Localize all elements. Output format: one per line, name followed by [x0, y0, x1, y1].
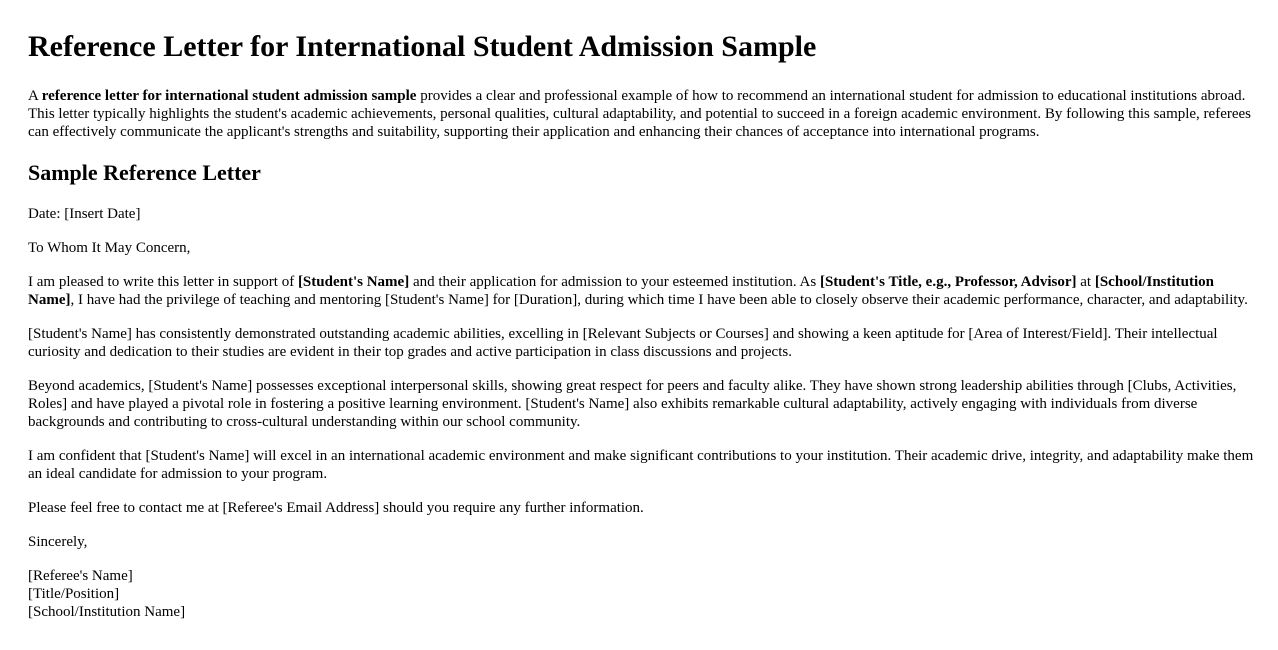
para1-student-name: [Student's Name]	[297, 274, 410, 290]
signature-name: [Referee's Name]	[28, 568, 133, 584]
signature-institution: [School/Institution Name]	[28, 604, 186, 620]
intro-text-start: A	[28, 88, 42, 104]
letter-paragraph-5: Please feel free to contact me at [Referee's Email Address] should you require any further information.	[28, 500, 644, 516]
letter-salutation: To Whom It May Concern,	[28, 240, 191, 256]
section-heading: Sample Reference Letter	[28, 160, 261, 185]
intro-paragraph	[28, 87, 1258, 141]
para1-text-2: and their application for admission to your esteemed institution. As	[409, 274, 820, 290]
letter-signature	[28, 567, 1258, 621]
letter-paragraph-4: I am confident that [Student's Name] will excel in an international academic environment and make significant contributions to your institution. Their academic drive, integrity, and adaptability make them an ideal candidate for admission to your program.	[28, 448, 1254, 482]
intro-text-rest: provides a clear and professional example of how to recommend an international student for admission to educational institutions abroad. This letter typically highlights the student's academic achievements, personal qualities, cultural adaptability, and potential to succeed in a foreign academic environment. By following this sample, referees can effectively communicate the applicant's strengths and suitability, supporting their application and enhancing their chances of acceptance into international programs.	[28, 88, 1252, 140]
letter-paragraph-2: [Student's Name] has consistently demonstrated outstanding academic abilities, excelling in [Relevant Subjects or Courses] and showing a keen aptitude for [Area of Interest/Field]. Their intellectual curiosity and dedication to their studies are evident in their top grades and active participation in class discussions and projects.	[28, 326, 1218, 360]
para1-institution-name: [School/Institution Name]	[28, 274, 1215, 308]
letter-closing: Sincerely,	[28, 534, 88, 550]
para1-text-3: at	[1076, 274, 1095, 290]
para1-text-1: I am pleased to write this letter in support of	[28, 274, 298, 290]
intro-bold-phrase: reference letter for international student admission sample	[41, 88, 417, 104]
para1-referee-title: [Student's Title, e.g., Professor, Advisor]	[819, 274, 1077, 290]
letter-paragraph-3: Beyond academics, [Student's Name] possesses exceptional interpersonal skills, showing great respect for peers and faculty alike. They have shown strong leadership abilities through [Clubs, Activities, Roles] and have played a pivotal role in fostering a positive learning environment. [Student's Name] also exhibits remarkable cultural adaptability, actively engaging with individuals from diverse backgrounds and contributing to cross-cultural understanding within our school community.	[28, 378, 1237, 430]
page-title: Reference Letter for International Student Admission Sample	[28, 30, 817, 63]
signature-position: [Title/Position]	[28, 586, 120, 602]
para1-text-4: , I have had the privilege of teaching and mentoring [Student's Name] for [Duration], during which time I have been able to closely observe their academic performance, character, and adaptability.	[70, 292, 1248, 308]
letter-paragraph-1	[28, 273, 1258, 309]
letter-date: Date: [Insert Date]	[28, 206, 141, 222]
